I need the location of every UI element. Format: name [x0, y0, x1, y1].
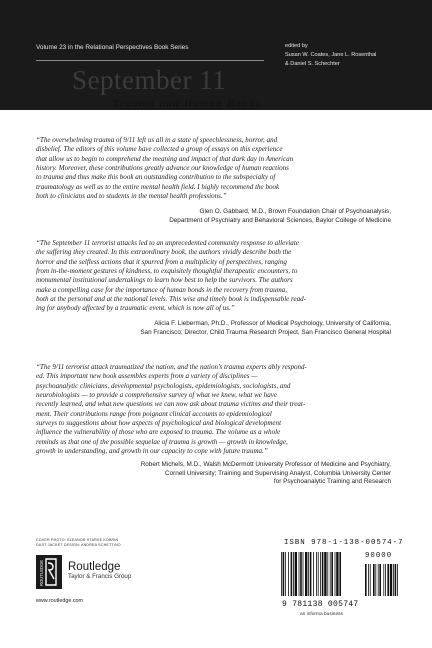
quote-2 [36, 239, 396, 314]
quote-line: from in-the-moment gestures of kindness, to exquisitely thoughtful therapeutic encounters, to [36, 267, 298, 276]
barcode-bar [291, 552, 293, 596]
quote-line: ed. This important new book assembles experts from a variety of disciplines — [36, 372, 258, 381]
series-divider [36, 60, 264, 61]
isbn-label: ISBN 978-1-138-00574-7 [284, 539, 404, 547]
quote-line: influence the vulnerability of those who are exposed to trauma. The volume as a whole [36, 428, 281, 437]
barcode-bar [293, 552, 294, 596]
attribution-line: Department of Psychiatry and Behavioral Sciences, Baylor College of Medicine [169, 216, 391, 224]
quote-line: both to clinicians and to students in the mental health professions.” [36, 192, 227, 201]
editors-block [285, 42, 430, 68]
barcode-addon-bar [370, 564, 371, 596]
quote-line: disbelief. The editors of this volume have collected a group of essays on this experience [36, 145, 283, 154]
quote-line: “The 9/11 terrorist attack traumatized the nation, and the nation’s trauma experts ably respond- [36, 363, 307, 371]
publisher-name: Routledge [68, 561, 121, 573]
barcode-bar [300, 552, 302, 596]
barcode-bar [331, 552, 333, 596]
barcode-addon-bar [375, 564, 376, 596]
publisher-brand [68, 561, 131, 581]
barcode-bar [336, 552, 338, 596]
attribution-line: Alicia F. Lieberman, Ph.D., Professor of Medical Psychology, University of California, [154, 320, 391, 327]
quote-line: ing for anybody affected by a traumatic event, which is now all of us.” [36, 304, 235, 313]
barcode-addon-bar [387, 564, 389, 596]
barcode-bar [327, 552, 328, 596]
series-line: Volume 23 in the Relational Perspectives Book Series [36, 44, 189, 51]
attribution-3 [31, 461, 391, 487]
barcode-addon-bar [395, 564, 397, 596]
quote-line: horror and the selfless actions that it spurred from a multiplicity of perspectives, ranging [36, 257, 287, 266]
barcode-bar [318, 552, 319, 596]
quote-1 [36, 136, 396, 201]
quote-line: traumatology as well as to the entire mental health field. I highly recommend the book [36, 182, 280, 191]
barcode-bar [288, 552, 289, 596]
barcode-addon-bar [397, 564, 398, 596]
attribution-line: San Francisco; Director, Child Trauma Research Project, San Francisco General Hospital [140, 328, 391, 336]
barcode-bar [283, 552, 285, 596]
informa-tagline: an informa business [300, 612, 343, 617]
attribution-line: Glen O. Gabbard, M.D., Brown Foundation Chair of Psychoanalysis, [199, 208, 391, 215]
barcode-bar [310, 552, 312, 596]
quote-line: growth in understanding, and growth in our capacity to cope with future trauma.” [36, 447, 268, 456]
quote-line: psychoanalytic clinicians, developmental psychologists, epidemiologists, sociologists, and [36, 381, 291, 390]
barcode-bar [324, 552, 326, 596]
quote-line: to trauma and thus make this book an outstanding contribution to the subspecialty of [36, 173, 276, 182]
quote-line: “The September 11 terrorist attacks led to an unprecedented community response to alleviate [36, 239, 299, 247]
quote-line: reminds us that one of the possible sequelae of trauma is growth — growth in knowledge, [36, 437, 288, 446]
barcode-bar [285, 552, 286, 596]
book-subtitle: Trauma and Human Bonds [113, 99, 262, 110]
barcode-bar [295, 552, 297, 596]
quote-3 [36, 363, 396, 456]
quote-line: “The overwhelming trauma of 9/11 left us all in a state of speechlessness, horror, and [36, 136, 278, 144]
barcode-bar [322, 552, 324, 596]
barcode-addon-bar [385, 564, 386, 596]
quote-line: ment. Their contributions range from poignant clinical accounts to epidemiological [36, 409, 272, 418]
barcode-bar [320, 552, 321, 596]
attribution-line: for Psychoanalytic Training and Research [273, 478, 391, 486]
attribution-line: Cornell University; Training and Supervising Analyst, Columbia University Center [164, 469, 391, 477]
cover-credits [36, 538, 121, 548]
barcode-addon-bar [383, 564, 384, 596]
barcode-addon-code: 90000 [365, 552, 393, 560]
barcode-addon-bar [365, 564, 367, 596]
barcode-bar [330, 552, 331, 596]
book-title: September 11 [72, 65, 227, 95]
barcode-bar [305, 552, 307, 596]
routledge-logo-icon [36, 555, 62, 589]
barcode-bar [308, 552, 309, 596]
credit-line: DUST JACKET DESIGN: ANDREA SCHETTINO [36, 543, 121, 548]
quote-line: surveys to suggestions about how aspects of psychological and biological development [36, 419, 282, 428]
barcode-addon-bar [393, 564, 394, 596]
quote-line: recently learned, and what new questions we can now ask about trauma victims and their treat- [36, 400, 306, 409]
barcode-bar [339, 552, 341, 596]
attribution-2 [31, 320, 391, 337]
logo-vertical-text: ROUTLEDGE [39, 559, 44, 586]
barcode-addon-bar [378, 564, 379, 596]
barcode-bar [281, 552, 282, 596]
quote-line: the suffering they created. In this extraordinary book, the authors vividly describe both the [36, 248, 292, 257]
editors-line: Susan W. Coates, Jane L. Rosenthal [285, 51, 377, 58]
barcode-addon-bar [373, 564, 375, 596]
quote-line: history. Moreover, these contributions greatly advance our knowledge of human reactions [36, 164, 289, 173]
barcode-addon-bar [379, 564, 381, 596]
barcode-addon-bar [390, 564, 392, 596]
barcode-bar [335, 552, 336, 596]
barcode-bar [316, 552, 317, 596]
editors-line: edited by [285, 43, 308, 49]
quote-line: make a compelling case for the importance of human bonds in the recovery from trauma, [36, 285, 287, 294]
barcode-digits: 9 781138 005747 [282, 600, 359, 609]
editors-line: & Daniel S. Schechter [285, 60, 340, 67]
publisher-url: www.routledge.com [36, 598, 84, 604]
barcode-addon-bar [368, 564, 369, 596]
barcode-bar [299, 552, 300, 596]
barcode-bar [313, 552, 314, 596]
quote-line: both at the personal and at the national levels. This wise and timely book is indispensable read- [36, 295, 307, 304]
publisher-group: Taylor & Francis Group [68, 573, 132, 580]
quote-line: neurobiologists — to provide a comprehensive survey of what we knew, what we have [36, 391, 277, 400]
quote-line: that allow us to begin to comprehend the meaning and impact of that dark day in American [36, 154, 294, 163]
attribution-line: Robert Michels, M.D., Walsh McDermott University Professor of Medicine and Psychiatry, [140, 461, 391, 468]
quote-line: monumental institutional undertakings to learn how best to help the survivors. The authors [36, 276, 293, 285]
credit-line: COVER PHOTO: ELEANOR STARKE KOBRIN [36, 538, 119, 542]
attribution-1 [31, 208, 391, 225]
barcode-bar [303, 552, 304, 596]
